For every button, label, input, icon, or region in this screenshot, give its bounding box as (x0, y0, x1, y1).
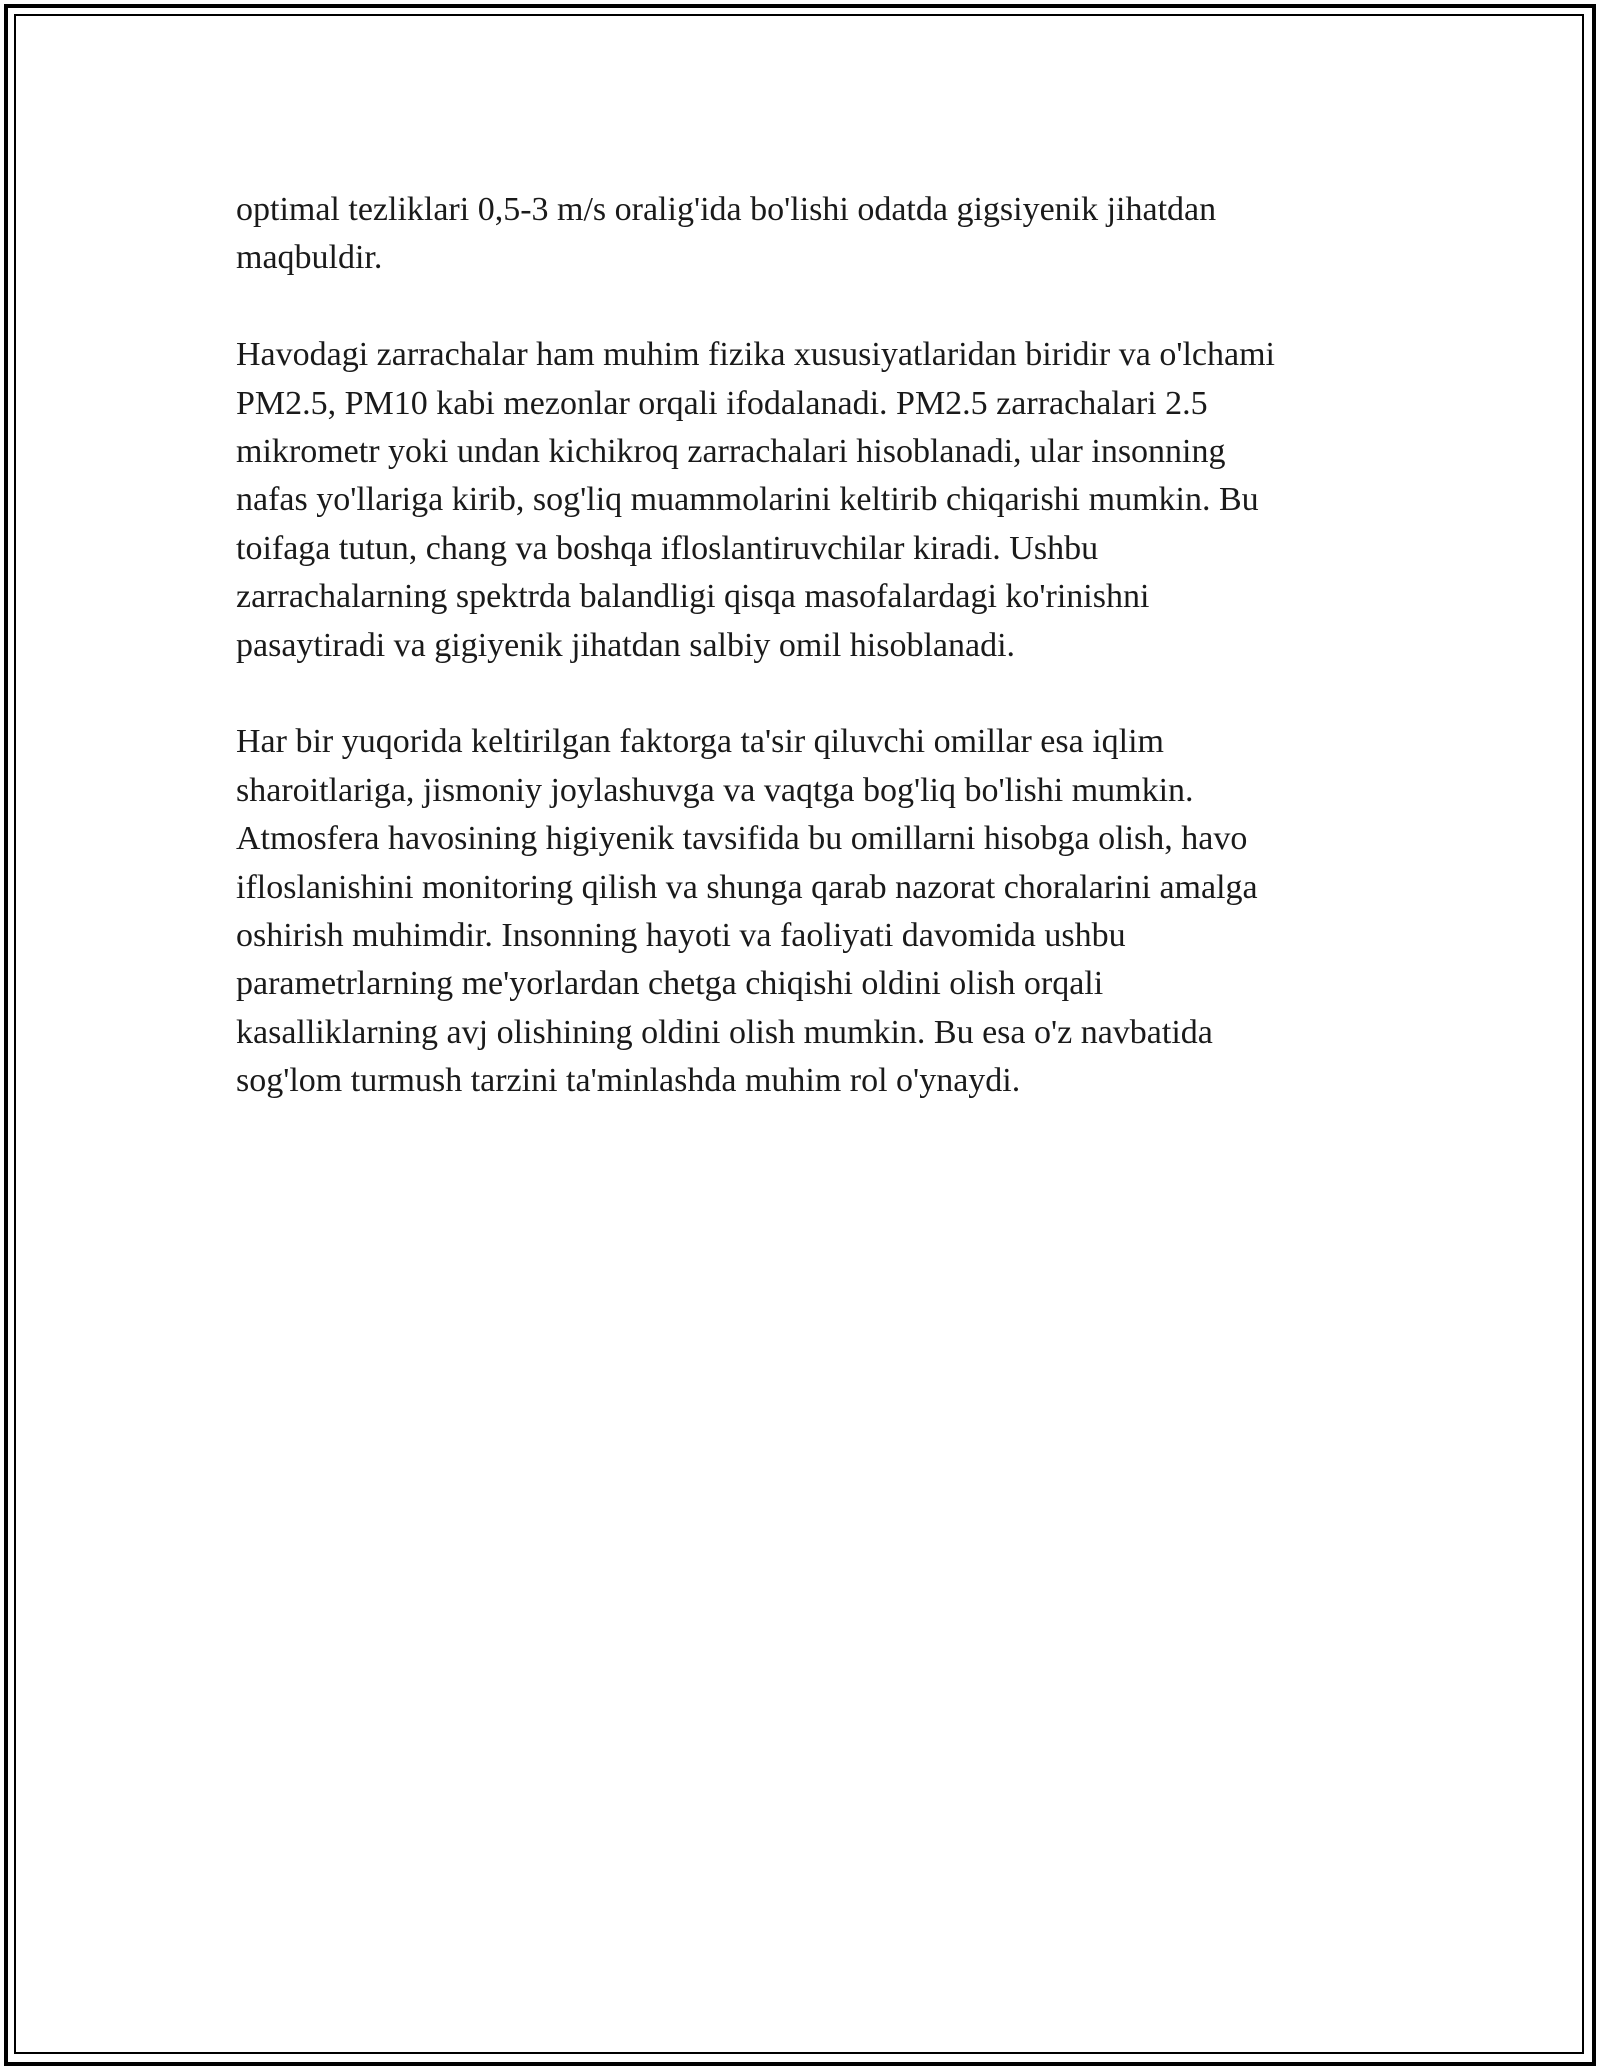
text-line: parametrlarning me'yorlardan chetga chiqishi oldini olish orqali (236, 965, 1104, 1003)
paragraph-3 (236, 718, 1376, 1105)
text-line: kasalliklarning avj olishining oldini olish mumkin. Bu esa o'z navbatida (236, 1013, 1213, 1051)
text-line: maqbuldir. (236, 239, 383, 277)
text-line: PM2.5, PM10 kabi mezonlar orqali ifodalanadi. PM2.5 zarrachalari 2.5 (236, 384, 1208, 422)
text-line: ifloslanishini monitoring qilish va shunga qarab nazorat choralarini amalga (236, 868, 1258, 906)
paragraph-2 (236, 331, 1376, 670)
document-body (236, 186, 1376, 1154)
text-line: mikrometr yoki undan kichikroq zarrachalari hisoblanadi, ular insonning (236, 433, 1226, 471)
paragraph-1 (236, 186, 1376, 283)
text-line: optimal tezliklari 0,5-3 m/s oralig'ida bo'lishi odatda gigsiyenik jihatdan (236, 191, 1217, 228)
text-line: Har bir yuqorida keltirilgan faktorga ta'sir qiluvchi omillar esa iqlim (236, 723, 1164, 761)
text-line: nafas yo'llariga kirib, sog'liq muammolarini keltirib chiqarishi mumkin. Bu (236, 481, 1259, 519)
text-line: toifaga tutun, chang va boshqa ifloslantiruvchilar kiradi. Ushbu (236, 529, 1099, 567)
text-line: sharoitlariga, jismoniy joylashuvga va vaqtga bog'liq bo'lishi mumkin. (236, 771, 1194, 809)
text-line: sog'lom turmush tarzini ta'minlashda muhim rol o'ynaydi. (236, 1062, 1021, 1100)
text-line: zarrachalarning spektrda balandligi qisqa masofalardagi ko'rinishni (236, 578, 1150, 616)
text-line: Atmosfera havosining higiyenik tavsifida bu omillarni hisobga olish, havo (236, 820, 1248, 858)
text-line: oshirish muhimdir. Insonning hayoti va faoliyati davomida ushbu (236, 917, 1126, 955)
text-line: pasaytiradi va gigiyenik jihatdan salbiy omil hisoblanadi. (236, 626, 1016, 664)
text-line: Havodagi zarrachalar ham muhim fizika xususiyatlaridan biridir va o'lchami (236, 336, 1275, 374)
